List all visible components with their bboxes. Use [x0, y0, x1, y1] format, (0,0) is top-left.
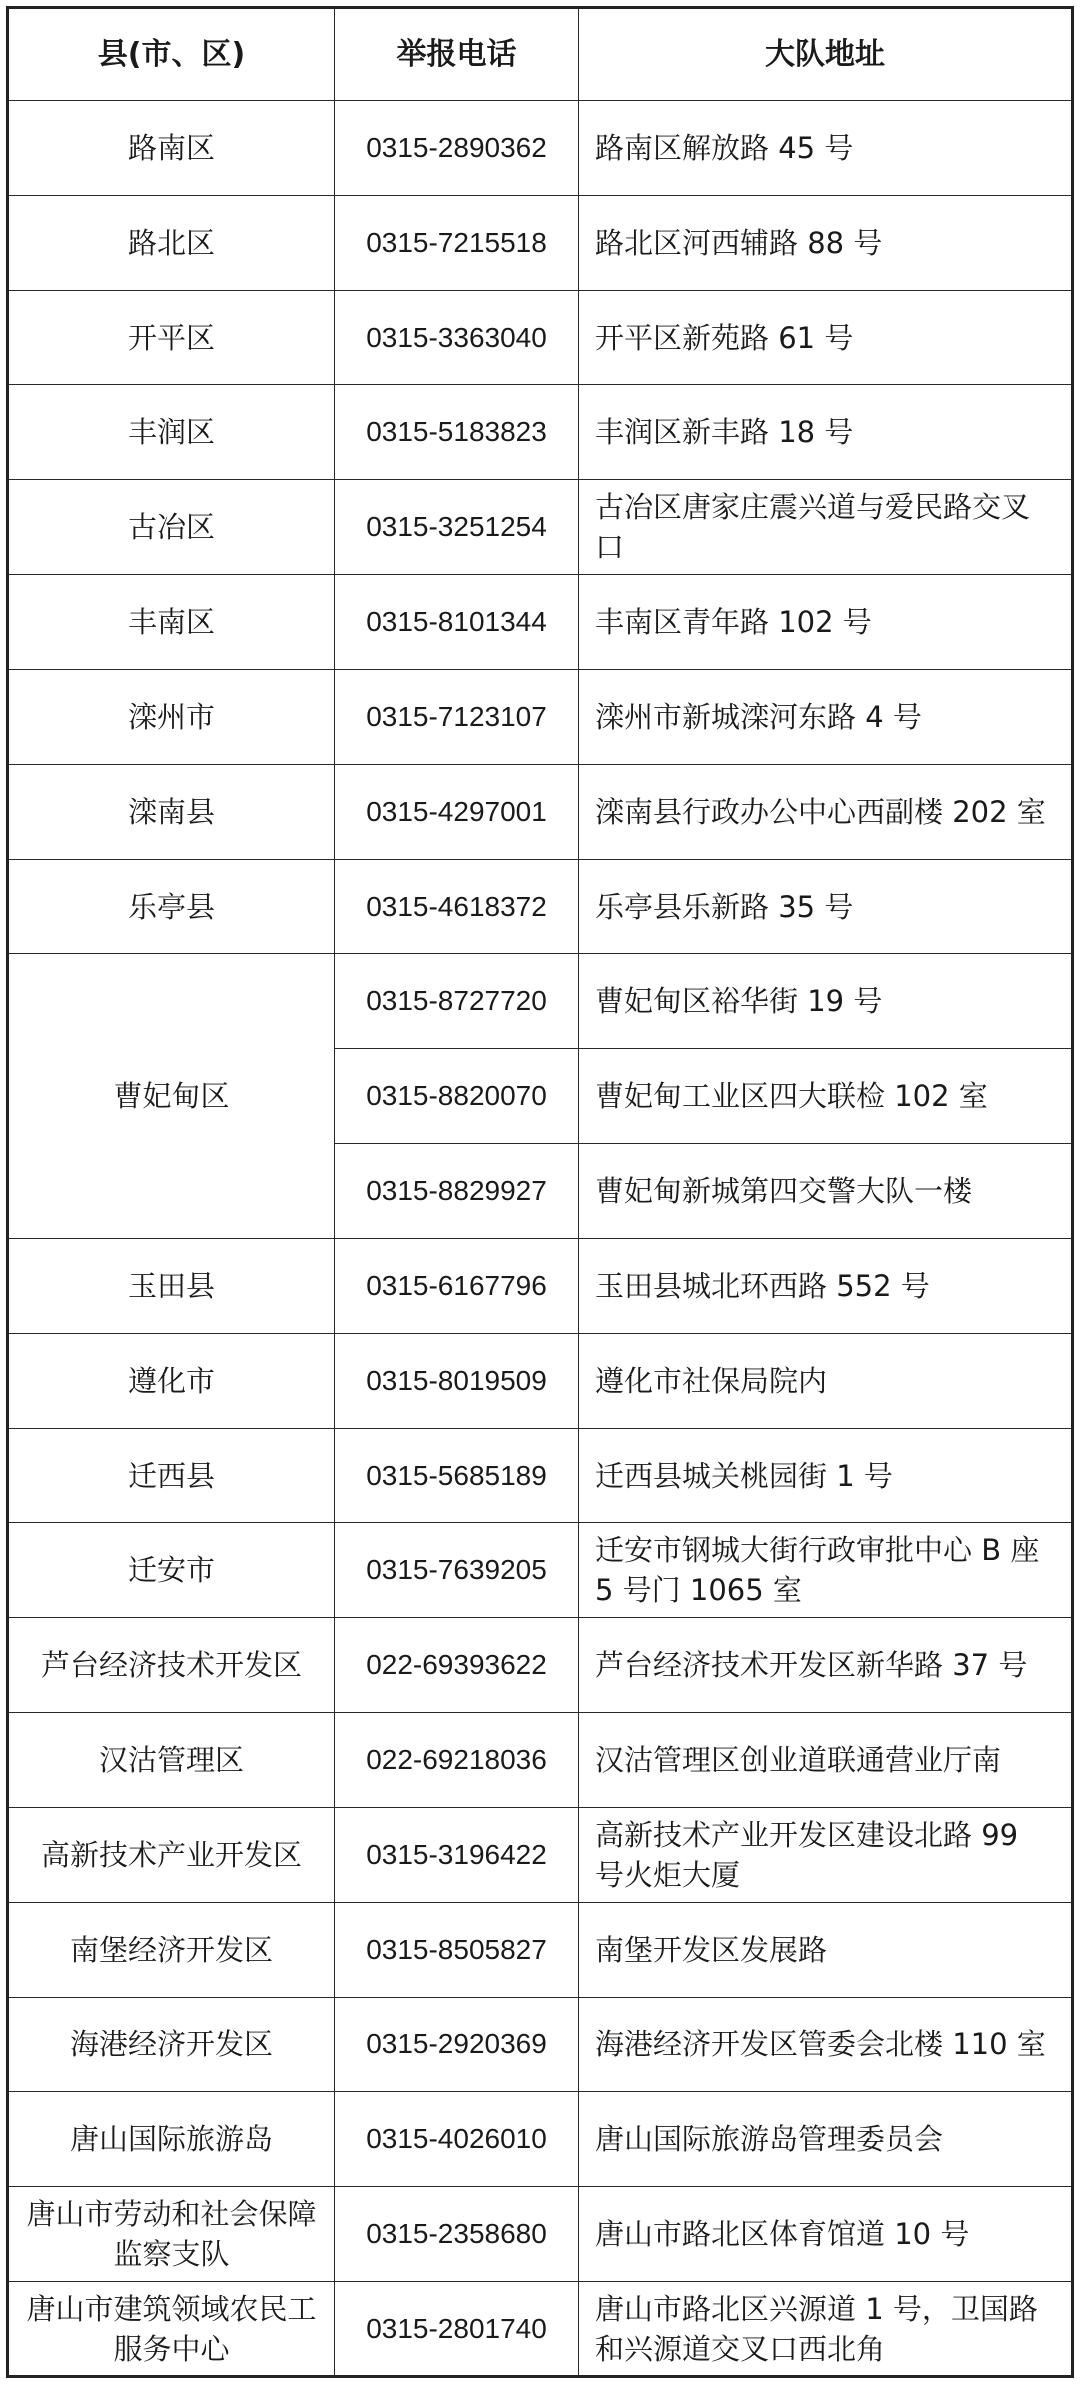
- report-table-container: [6, 6, 1074, 2378]
- county-cell: 唐山市建筑领域农民工服务中心: [8, 2282, 335, 2377]
- table-row: [8, 575, 1073, 670]
- address-cell: 迁西县城关桃园街 1 号: [579, 1428, 1073, 1523]
- address-cell: 迁安市钢城大街行政审批中心 B 座 5 号门 1065 室: [579, 1523, 1073, 1618]
- address-cell: 唐山市路北区兴源道 1 号，卫国路和兴源道交叉口西北角: [579, 2282, 1073, 2377]
- address-cell: 滦州市新城滦河东路 4 号: [579, 669, 1073, 764]
- phone-cell: 0315-8820070: [335, 1049, 579, 1144]
- header-phone: 举报电话: [335, 8, 579, 101]
- table-row: [8, 954, 1073, 1049]
- county-cell-merged: 曹妃甸区: [8, 954, 335, 1238]
- table-row: [8, 480, 1073, 575]
- phone-cell: 0315-6167796: [335, 1238, 579, 1333]
- address-cell: 遵化市社保局院内: [579, 1333, 1073, 1428]
- county-cell: 古冶区: [8, 480, 335, 575]
- phone-cell: 0315-5183823: [335, 385, 579, 480]
- table-row: [8, 2092, 1073, 2187]
- county-cell: 路北区: [8, 195, 335, 290]
- table-row: [8, 101, 1073, 196]
- address-cell: 高新技术产业开发区建设北路 99 号火炬大厦: [579, 1807, 1073, 1902]
- address-cell: 乐亭县乐新路 35 号: [579, 859, 1073, 954]
- phone-cell: 022-69218036: [335, 1713, 579, 1808]
- address-cell: 曹妃甸工业区四大联检 102 室: [579, 1049, 1073, 1144]
- report-phone-table: [6, 6, 1074, 2378]
- address-cell: 曹妃甸新城第四交警大队一楼: [579, 1144, 1073, 1239]
- county-cell: 玉田县: [8, 1238, 335, 1333]
- phone-cell: 0315-2920369: [335, 1997, 579, 2092]
- phone-cell: 0315-3196422: [335, 1807, 579, 1902]
- header-county: 县(市、区): [8, 8, 335, 101]
- table-row: [8, 1902, 1073, 1997]
- address-cell: 唐山市路北区体育馆道 10 号: [579, 2187, 1073, 2282]
- phone-cell: 0315-8727720: [335, 954, 579, 1049]
- address-cell: 海港经济开发区管委会北楼 110 室: [579, 1997, 1073, 2092]
- phone-cell: 0315-8505827: [335, 1902, 579, 1997]
- phone-cell: 0315-7639205: [335, 1523, 579, 1618]
- phone-cell: 0315-5685189: [335, 1428, 579, 1523]
- county-cell: 路南区: [8, 101, 335, 196]
- address-cell: 丰润区新丰路 18 号: [579, 385, 1073, 480]
- table-row: [8, 1713, 1073, 1808]
- phone-cell: 0315-3363040: [335, 290, 579, 385]
- address-cell: 南堡开发区发展路: [579, 1902, 1073, 1997]
- county-cell: 滦南县: [8, 764, 335, 859]
- phone-cell: 0315-7215518: [335, 195, 579, 290]
- header-address: 大队地址: [579, 8, 1073, 101]
- county-cell: 高新技术产业开发区: [8, 1807, 335, 1902]
- county-cell: 南堡经济开发区: [8, 1902, 335, 1997]
- phone-cell: 022-69393622: [335, 1618, 579, 1713]
- table-row: [8, 669, 1073, 764]
- county-cell: 遵化市: [8, 1333, 335, 1428]
- county-cell: 开平区: [8, 290, 335, 385]
- table-row: [8, 195, 1073, 290]
- address-cell: 芦台经济技术开发区新华路 37 号: [579, 1618, 1073, 1713]
- phone-cell: 0315-4618372: [335, 859, 579, 954]
- address-cell: 玉田县城北环西路 552 号: [579, 1238, 1073, 1333]
- table-header-row: [8, 8, 1073, 101]
- phone-cell: 0315-8829927: [335, 1144, 579, 1239]
- address-cell: 滦南县行政办公中心西副楼 202 室: [579, 764, 1073, 859]
- table-row: [8, 1428, 1073, 1523]
- county-cell: 唐山国际旅游岛: [8, 2092, 335, 2187]
- address-cell: 路北区河西辅路 88 号: [579, 195, 1073, 290]
- county-cell: 汉沽管理区: [8, 1713, 335, 1808]
- table-row: [8, 859, 1073, 954]
- phone-cell: 0315-4026010: [335, 2092, 579, 2187]
- address-cell: 古冶区唐家庄震兴道与爱民路交叉口: [579, 480, 1073, 575]
- county-cell: 丰润区: [8, 385, 335, 480]
- phone-cell: 0315-8019509: [335, 1333, 579, 1428]
- phone-cell: 0315-4297001: [335, 764, 579, 859]
- phone-cell: 0315-2358680: [335, 2187, 579, 2282]
- table-row: [8, 764, 1073, 859]
- county-cell: 海港经济开发区: [8, 1997, 335, 2092]
- table-row: [8, 2282, 1073, 2377]
- table-row: [8, 1618, 1073, 1713]
- county-cell: 乐亭县: [8, 859, 335, 954]
- county-cell: 迁安市: [8, 1523, 335, 1618]
- table-row: [8, 2187, 1073, 2282]
- address-cell: 路南区解放路 45 号: [579, 101, 1073, 196]
- address-cell: 汉沽管理区创业道联通营业厅南: [579, 1713, 1073, 1808]
- table-row: [8, 1333, 1073, 1428]
- table-row: [8, 1997, 1073, 2092]
- address-cell: 丰南区青年路 102 号: [579, 575, 1073, 670]
- phone-cell: 0315-2890362: [335, 101, 579, 196]
- county-cell: 唐山市劳动和社会保障监察支队: [8, 2187, 335, 2282]
- address-cell: 唐山国际旅游岛管理委员会: [579, 2092, 1073, 2187]
- county-cell: 迁西县: [8, 1428, 335, 1523]
- phone-cell: 0315-8101344: [335, 575, 579, 670]
- table-row: [8, 1238, 1073, 1333]
- table-row: [8, 290, 1073, 385]
- phone-cell: 0315-7123107: [335, 669, 579, 764]
- county-cell: 芦台经济技术开发区: [8, 1618, 335, 1713]
- county-cell: 丰南区: [8, 575, 335, 670]
- address-cell: 开平区新苑路 61 号: [579, 290, 1073, 385]
- phone-cell: 0315-3251254: [335, 480, 579, 575]
- address-cell: 曹妃甸区裕华街 19 号: [579, 954, 1073, 1049]
- table-row: [8, 1523, 1073, 1618]
- table-row: [8, 385, 1073, 480]
- table-row: [8, 1807, 1073, 1902]
- county-cell: 滦州市: [8, 669, 335, 764]
- phone-cell: 0315-2801740: [335, 2282, 579, 2377]
